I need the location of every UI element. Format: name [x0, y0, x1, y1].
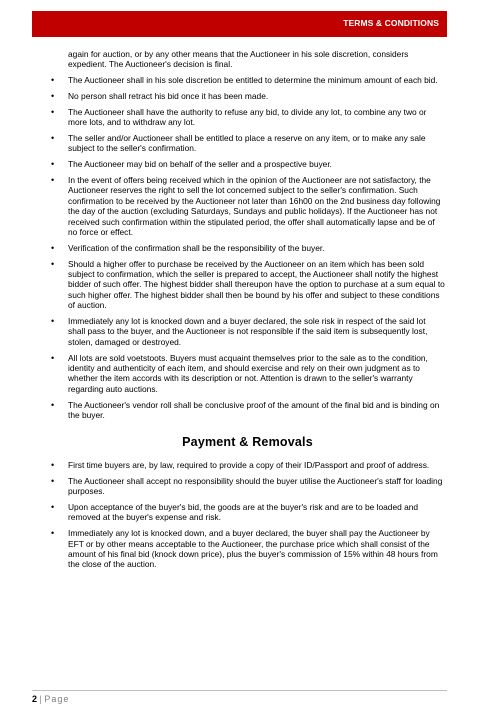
list-item-text: Verification of the confirmation shall be the responsibility of the buyer.	[68, 242, 325, 253]
terms-list	[50, 75, 445, 420]
list-item	[50, 476, 445, 497]
header-bar	[32, 11, 447, 37]
list-item	[50, 91, 445, 101]
section-heading-payment-removals: Payment & Removals	[182, 435, 313, 450]
list-item	[50, 159, 445, 169]
bullet-icon: •	[51, 133, 55, 143]
bullet-icon: •	[51, 459, 55, 470]
list-item	[50, 243, 445, 253]
bullet-icon: •	[51, 475, 55, 486]
bullet-icon: •	[51, 175, 55, 185]
list-item-text: The Auctioneer's vendor roll shall be conclusive proof of the amount of the final bid and is binding on the buyer.	[68, 399, 440, 421]
list-item-text: Immediately any lot is knocked down, and a buyer declared, the buyer shall pay the Auctioneer by EFT or by other means acceptable to the Auctioneer, the purchase price which shall consist of the amount of his final bid (knock down price), plus the buyer's commission of 15% within 48 hours from the close of the auction.	[68, 528, 438, 570]
continued-paragraph	[50, 49, 445, 70]
bullet-icon: •	[51, 352, 55, 363]
page-label: Page	[44, 694, 70, 704]
list-item-text: The seller and/or Auctioneer shall be entitled to place a reserve on any item, or to make any sale subject to the seller's confirmation.	[68, 133, 426, 154]
list-item	[50, 460, 445, 470]
continued-text: again for auction, or by any other means that the Auctioneer in his sole discretion, considers expedient. The Auctioneer's decision is final.	[68, 49, 409, 70]
list-item-text: Immediately any lot is knocked down and a buyer declared, the sole risk in respect of the said lot shall pass to the buyer, and the Auctioneer is not responsible if the said item is subsequently lost, stolen, damaged or destroyed.	[68, 316, 428, 347]
page-header-title: TERMS & CONDITIONS	[343, 18, 439, 28]
bullet-icon: •	[51, 242, 55, 253]
list-item-text: The Auctioneer shall in his sole discretion be entitled to determine the minimum amount of each bid.	[68, 75, 438, 86]
list-item-text: All lots are sold voetstoots. Buyers must acquaint themselves prior to the sale as to the condition, identity and authenticity of each item, and should exercise and rely on their own judgment as to whether the item accords with its description or not. Attention is drawn to the seller's warranty regarding auto auctions.	[68, 352, 428, 394]
list-item-text: The Auctioneer may bid on behalf of the seller and a prospective buyer.	[68, 159, 332, 170]
bullet-icon: •	[51, 501, 55, 512]
bullet-icon: •	[51, 258, 55, 269]
bullet-icon: •	[51, 75, 55, 86]
page-number: 2	[32, 694, 38, 704]
page-footer	[32, 690, 447, 704]
list-item	[50, 528, 445, 570]
bullet-icon: •	[51, 399, 55, 410]
list-item	[50, 502, 445, 523]
list-item-text: In the event of offers being received which in the opinion of the Auctioneer are not satisfactory, the Auctioneer reserves the right to sell the lot concerned subject to the seller's confirmation. Such confirmation to be received by the Auctioneer not later than 16h00 on the 2nd business day following the day of the auction (excluding Saturdays, Sundays and public holidays). If the Auctioneer has not received such confirmation within the stipulated period, the offer shall automatically lapse and be of no force or effect.	[68, 175, 441, 238]
bullet-icon: •	[51, 106, 55, 117]
payment-list	[50, 460, 445, 570]
footer-text	[32, 694, 69, 704]
bullet-icon: •	[51, 316, 55, 327]
list-item	[50, 75, 445, 85]
list-item	[50, 353, 445, 395]
list-item-text: The Auctioneer shall accept no responsibility should the buyer utilise the Auctioneer's staff for loading purposes.	[68, 475, 443, 497]
list-item	[50, 400, 445, 421]
list-item	[50, 133, 445, 154]
list-item	[50, 259, 445, 311]
list-item-text: Should a higher offer to purchase be received by the Auctioneer on an item which has been sold subject to confirmation, which the seller is prepared to accept, the Auctioneer shall notify the highest bidder of such offer. The highest bidder shall thereupon have the option to purchase at a sum equal to such higher offer. The highest bidder shall then be bound by his offer and subject to these conditions of auction.	[68, 258, 445, 311]
bullet-icon: •	[51, 91, 55, 101]
footer-separator: |	[39, 694, 42, 704]
list-item-text: The Auctioneer shall have the authority to refuse any bid, to divide any lot, to combine any two or more lots, and to withdraw any lot.	[68, 106, 427, 128]
list-item	[50, 175, 445, 237]
bullet-icon: •	[51, 159, 55, 170]
list-item-text: Upon acceptance of the buyer's bid, the goods are at the buyer's risk and are to be loaded and removed at the buyer's expense and risk.	[68, 501, 419, 523]
bullet-icon: •	[51, 528, 55, 539]
list-item	[50, 107, 445, 128]
list-item-text: First time buyers are, by law, required to provide a copy of their ID/Passport and proof of address.	[68, 459, 430, 470]
document-body	[50, 49, 445, 575]
list-item	[50, 316, 445, 347]
list-item-text: No person shall retract his bid once it has been made.	[68, 91, 269, 101]
